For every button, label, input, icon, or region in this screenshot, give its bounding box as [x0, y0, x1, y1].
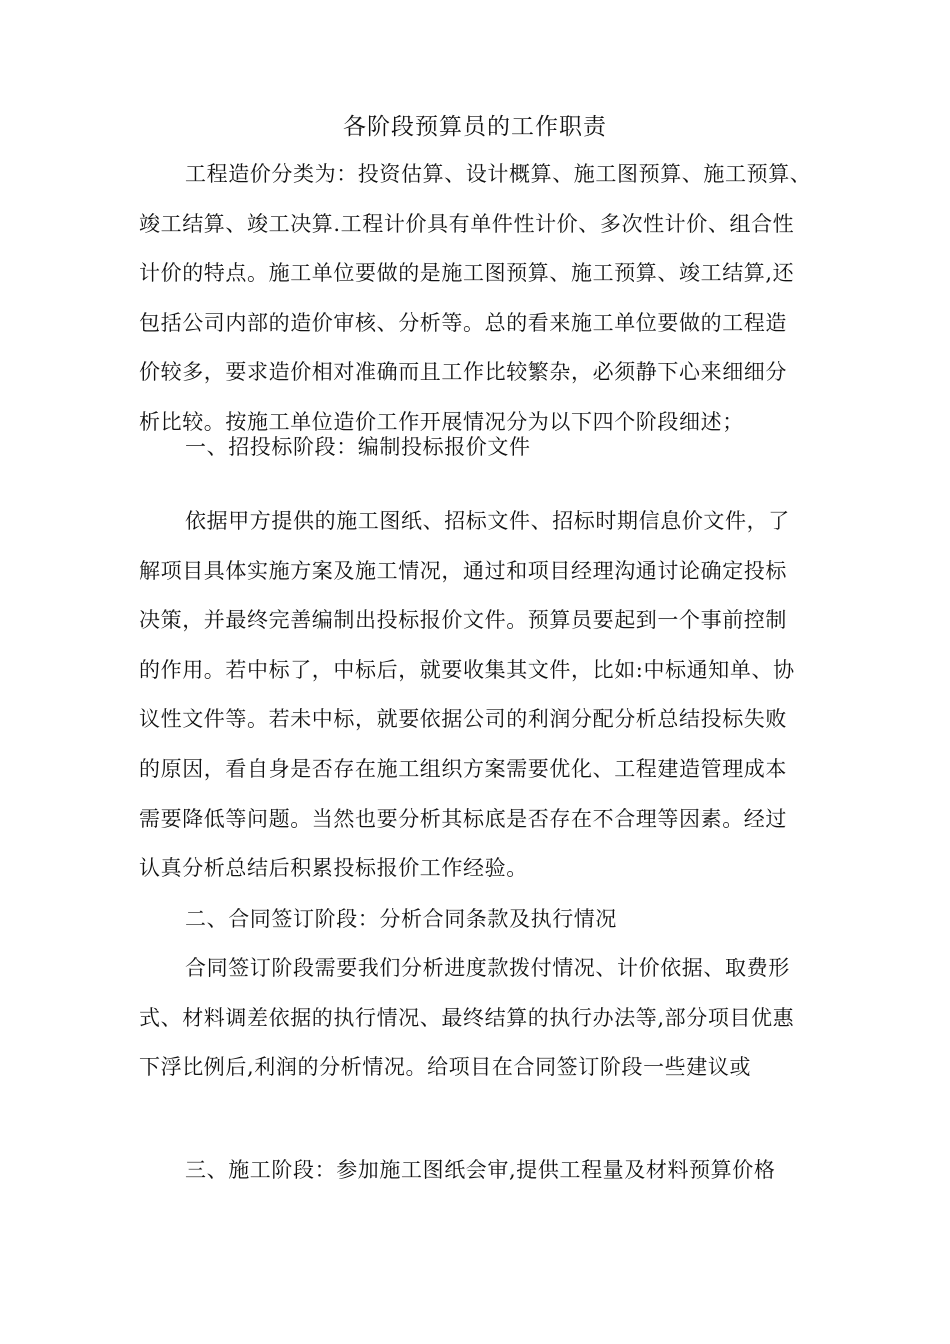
paragraph-line: 计价的特点。施工单位要做的是施工图预算、施工预算、竣工结算,还 — [139, 261, 795, 286]
intro-paragraph — [139, 150, 829, 448]
paragraph-line: 依据甲方提供的施工图纸、招标文件、招标时期信息价文件，了 — [185, 509, 790, 533]
paragraph-line: 价较多，要求造价相对准确而且工作比较繁杂，必须静下心来细细分 — [139, 360, 787, 385]
paragraph-line: 工程造价分类为：投资估算、设计概算、施工图预算、施工预算、 — [185, 162, 812, 186]
section-paragraph-contract — [139, 944, 829, 1093]
section-heading-construction — [139, 1146, 829, 1196]
paragraph-line: 认真分析总结后积累投标报价工作经验。 — [139, 856, 528, 881]
document-title: 各阶段预算员的工作职责 — [343, 114, 607, 140]
section-heading-bidding — [139, 423, 829, 473]
section-paragraph-bidding — [139, 497, 829, 894]
section-heading-text: 三、施工阶段：参加施工图纸会审,提供工程量及材料预算价格 — [185, 1158, 776, 1182]
section-heading-text: 二、合同签订阶段：分析合同条款及执行情况 — [185, 907, 617, 931]
paragraph-line: 合同签订阶段需要我们分析进度款拨付情况、计价依据、取费形 — [185, 956, 790, 980]
paragraph-line: 下浮比例后,利润的分析情况。给项目在合同签订阶段一些建议或 — [139, 1055, 752, 1080]
paragraph-line: 包括公司内部的造价审核、分析等。总的看来施工单位要做的工程造 — [139, 310, 787, 335]
paragraph-line: 竣工结算、竣工决算.工程计价具有单件性计价、多次性计价、组合性 — [139, 211, 795, 236]
paragraph-line: 析比较。按施工单位造价工作开展情况分为以下四个阶段细述； — [139, 409, 744, 434]
section-heading-contract — [139, 895, 829, 945]
paragraph-line: 的作用。若中标了，中标后，就要收集其文件，比如:中标通知单、协 — [139, 657, 795, 682]
paragraph-line: 的原因，看自身是否存在施工组织方案需要优化、工程建造管理成本 — [139, 756, 787, 781]
paragraph-line: 式、材料调差依据的执行情况、最终结算的执行办法等,部分项目优惠 — [139, 1005, 795, 1030]
paragraph-line: 解项目具体实施方案及施工情况，通过和项目经理沟通讨论确定投标 — [139, 558, 787, 583]
paragraph-line: 议性文件等。若未中标，就要依据公司的利润分配分析总结投标失败 — [139, 707, 787, 732]
paragraph-line: 需要降低等问题。当然也要分析其标底是否存在不合理等因素。经过 — [139, 806, 787, 831]
paragraph-line: 决策，并最终完善编制出投标报价文件。预算员要起到一个事前控制 — [139, 608, 787, 633]
section-heading-text: 一、招投标阶段：编制投标报价文件 — [185, 435, 531, 459]
